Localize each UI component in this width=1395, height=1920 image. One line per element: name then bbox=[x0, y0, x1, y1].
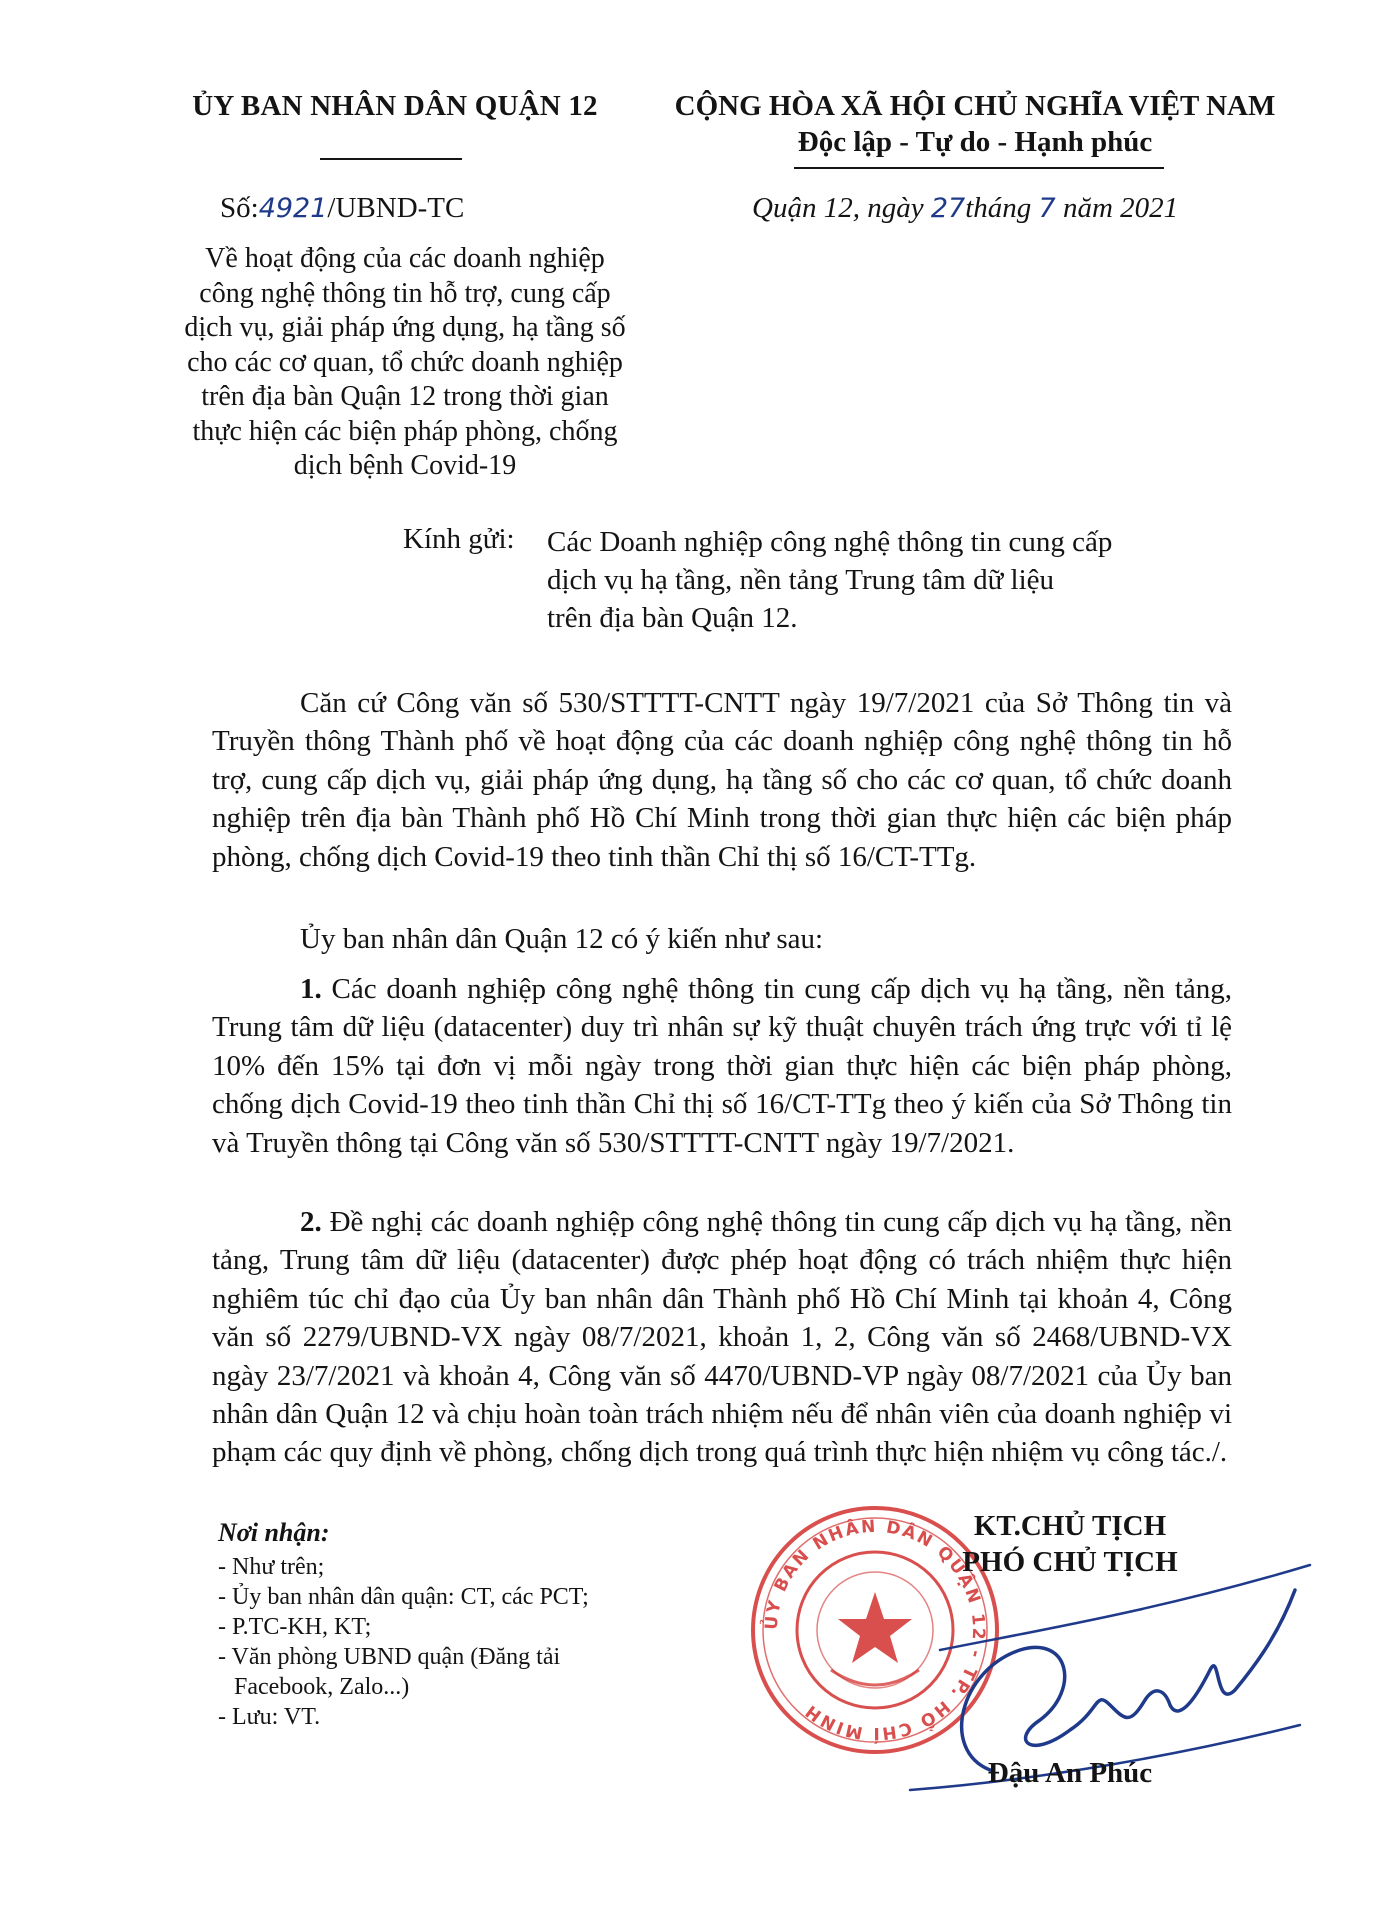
recipient-item: - Văn phòng UBND quận (Đăng tải bbox=[218, 1644, 561, 1670]
document-number-handwritten: 4921 bbox=[258, 193, 328, 224]
item-2-text: Đề nghị các doanh nghiệp công nghệ thông tin cung cấp dịch vụ hạ tầng, nền tảng, Trung tâm dữ liệu (datacenter) được phép hoạt động có trách nhiệm thực hiện nghiêm túc chỉ đạo của Ủy ban nhân dân Thành phố Hồ Chí Minh tại khoản 4, Công văn số 2279/UBND-VX ngày 08/7/2021, khoản 1, 2, Công văn số 2468/UBND-VX ngày 23/7/2021 và khoản 4, Công văn số 4470/UBND-VP ngày 08/7/2021 của Ủy ban nhân dân Quận 12 và chịu hoàn toàn trách nhiệm nếu để nhân viên của doanh nghiệp vi phạm các quy định về phòng, chống dịch trong quá trình thực hiện nhiệm vụ công tác./. bbox=[212, 1206, 1232, 1469]
document-number bbox=[220, 192, 464, 225]
date-day: 27 bbox=[930, 193, 966, 224]
signature-title-line1: KT.CHỦ TỊCH bbox=[973, 1510, 1167, 1542]
month-label: tháng bbox=[965, 192, 1039, 224]
document-number-prefix: Số: bbox=[220, 192, 259, 224]
addressee-line: Các Doanh nghiệp công nghệ thông tin cung cấp bbox=[547, 526, 1113, 558]
issuing-agency: ỦY BAN NHÂN DÂN QUẬN 12 bbox=[192, 90, 598, 122]
addressee-label: Kính gửi: bbox=[403, 523, 515, 555]
subject-line: công nghệ thông tin hỗ trợ, cung cấp bbox=[199, 277, 611, 309]
subject-line: dịch vụ, giải pháp ứng dụng, hạ tầng số bbox=[184, 312, 626, 343]
body-paragraph-opinion: Ủy ban nhân dân Quận 12 có ý kiến như sau: bbox=[300, 923, 824, 955]
subject-line: thực hiện các biện pháp phòng, chống bbox=[192, 415, 618, 447]
document-subject bbox=[150, 242, 660, 484]
signature-title bbox=[900, 1508, 1240, 1580]
place-label: Quận 12, ngày bbox=[752, 192, 931, 224]
signer-name: Đậu An Phúc bbox=[987, 1757, 1153, 1789]
signature-title-line2: PHÓ CHỦ TỊCH bbox=[962, 1546, 1178, 1578]
recipient-item: - Ủy ban nhân dân quận: CT, các PCT; bbox=[218, 1584, 589, 1610]
recipients-title: Nơi nhận: bbox=[218, 1518, 330, 1547]
addressee bbox=[547, 523, 1187, 637]
national-motto: Độc lập - Tự do - Hạnh phúc bbox=[797, 126, 1153, 158]
subject-line: Về hoạt động của các doanh nghiệp bbox=[205, 243, 605, 274]
year-label: năm 2021 bbox=[1055, 192, 1179, 224]
recipient-item: - Lưu: VT. bbox=[218, 1704, 321, 1730]
document-number-suffix: /UBND-TC bbox=[327, 192, 465, 224]
recipient-item: - Như trên; bbox=[218, 1554, 325, 1580]
recipients-list bbox=[218, 1518, 678, 1732]
body-paragraph-basis: Căn cứ Công văn số 530/STTTT-CNTT ngày 19/7/2021 của Sở Thông tin và Truyền thông Thành phố về hoạt động của các doanh nghiệp công nghệ thông tin hỗ trợ, cung cấp dịch vụ, giải pháp ứng dụng, hạ tầng số cho các cơ quan, tổ chức doanh nghiệp trên địa bàn Thành phố Hồ Chí Minh trong thời gian thực hiện các biện pháp phòng, chống dịch Covid-19 theo tinh thần Chỉ thị số 16/CT-TTg. bbox=[212, 687, 1232, 873]
item-1-text: Các doanh nghiệp công nghệ thông tin cung cấp dịch vụ hạ tầng, nền tảng, Trung tâm dữ liệu (datacenter) duy trì nhân sự kỹ thuật chuyên trách ứng trực với tỉ lệ 10% đến 15% tại đơn vị mỗi ngày trong thời gian thực hiện các biện pháp phòng, chống dịch Covid-19 theo tinh thần Chỉ thị số 16/CT-TTg theo ý kiến của Sở Thông tin và Truyền thông tại Công văn số 530/STTTT-CNTT ngày 19/7/2021. bbox=[212, 973, 1232, 1159]
item-1-number: 1. bbox=[300, 973, 322, 1005]
national-title: CỘNG HÒA XÃ HỘI CHỦ NGHĨA VIỆT NAM bbox=[674, 90, 1276, 122]
place-and-date bbox=[752, 192, 1178, 225]
recipient-item: - P.TC-KH, KT; bbox=[218, 1614, 372, 1640]
date-month: 7 bbox=[1038, 193, 1056, 224]
item-2-number: 2. bbox=[300, 1206, 322, 1238]
recipient-item: Facebook, Zalo...) bbox=[234, 1674, 410, 1700]
body-item-2 bbox=[212, 1203, 1232, 1472]
addressee-line: dịch vụ hạ tầng, nền tảng Trung tâm dữ liệu bbox=[547, 564, 1055, 596]
subject-line: dịch bệnh Covid-19 bbox=[293, 450, 517, 481]
subject-line: trên địa bàn Quận 12 trong thời gian bbox=[201, 381, 609, 412]
addressee-line: trên địa bàn Quận 12. bbox=[547, 602, 798, 634]
motto-underline bbox=[794, 167, 1164, 169]
agency-underline bbox=[320, 158, 462, 160]
seal-text: ỦY BAN NHÂN DÂN QUẬN 12 - TP. HỒ CHÍ MINH bbox=[761, 1516, 989, 1744]
subject-line: cho các cơ quan, tổ chức doanh nghiệp bbox=[187, 346, 623, 378]
body-item-1 bbox=[212, 970, 1232, 1162]
